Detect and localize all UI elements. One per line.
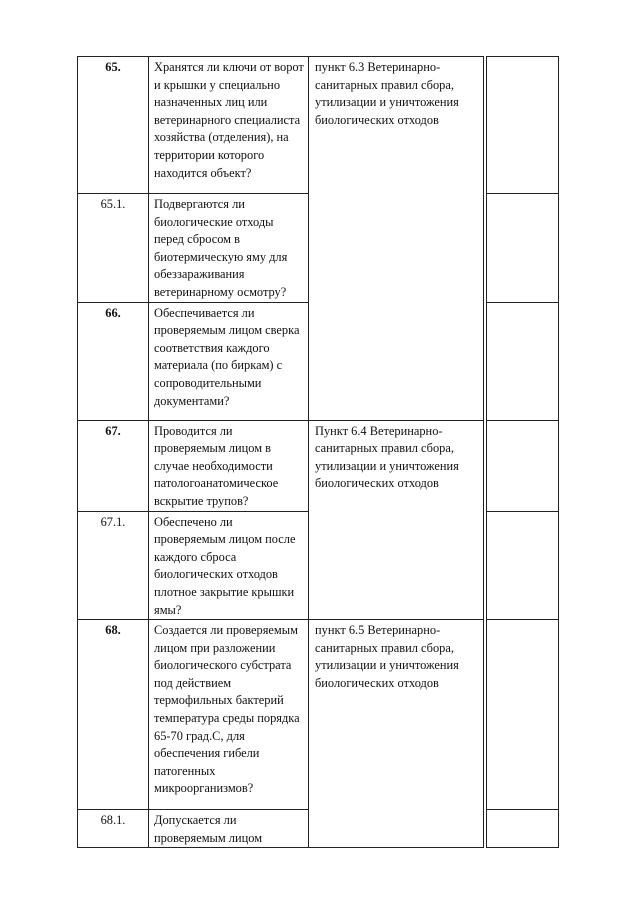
row-number: 68. [78,620,149,810]
checklist-table [77,56,559,848]
row-number: 67. [78,420,149,511]
answer-cell [487,302,559,420]
table-row [78,620,559,810]
row-question: Проводится ли проверяемым лицом в случае необходимости патологоанатомическое вскрытие трупов? [149,420,309,511]
row-question: Обеспечивается ли проверяемым лицом сверка соответствия каждого материала (по биркам) с сопроводительными документами? [149,302,309,420]
row-question: Хранятся ли ключи от ворот и крышки у специально назначенных лиц или ветеринарного специалиста хозяйства (отделения), на территории которого находится объект? [149,57,309,194]
row-legal-basis: пункт 6.3 Ветеринарно-санитарных правил сбора, утилизации и уничтожения биологических отходов [309,57,484,421]
row-number: 66. [78,302,149,420]
row-number: 65. [78,57,149,194]
answer-cell [487,810,559,848]
row-number: 67.1. [78,511,149,620]
row-legal-basis: Пункт 6.4 Ветеринарно-санитарных правил сбора, утилизации и уничтожения биологических отходов [309,420,484,620]
row-legal-basis: пункт 6.5 Ветеринарно-санитарных правил сбора, утилизации и уничтожения биологических отходов [309,620,484,848]
row-question: Создается ли проверяемым лицом при разложении биологического субстрата под действием термофильных бактерий температура среды порядка 65-70 град.С, для обеспечения гибели патогенных микроорганизмов? [149,620,309,810]
row-number: 65.1. [78,194,149,303]
row-question: Обеспечено ли проверяемым лицом после каждого сброса биологических отходов плотное закрытие крышки ямы? [149,511,309,620]
answer-cell [487,511,559,620]
row-question: Подвергаются ли биологические отходы перед сбросом в биотермическую яму для обеззараживания ветеринарному осмотру? [149,194,309,303]
row-question: Допускается ли проверяемым лицом [149,810,309,848]
answer-cell [487,57,559,194]
row-number: 68.1. [78,810,149,848]
table-row [78,420,559,511]
answer-cell [487,420,559,511]
answer-cell [487,194,559,303]
table-row [78,57,559,194]
answer-cell [487,620,559,810]
